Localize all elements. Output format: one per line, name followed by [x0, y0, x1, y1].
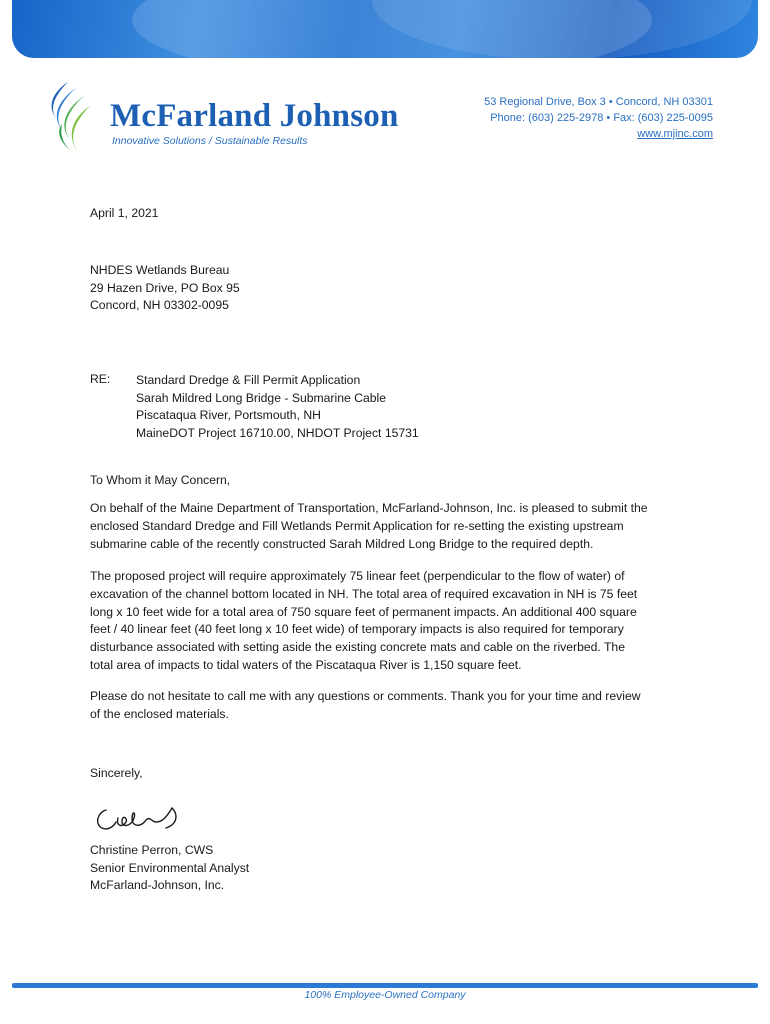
signer-title: Senior Environmental Analyst	[90, 860, 250, 875]
recipient-line: Concord, NH 03302-0095	[90, 298, 229, 312]
paragraph-line: total area of impacts to tidal waters of the Piscataqua River is 1,150 square feet.	[90, 657, 522, 672]
recipient-line: NHDES Wetlands Bureau	[90, 263, 230, 277]
paragraph-line: feet / 40 linear feet (40 feet long x 10 feet wide) of temporary impacts is also required for temporary	[90, 622, 624, 637]
paragraph-line: submarine cable of the recently constructed Sarah Mildred Long Bridge to the required depth.	[90, 536, 594, 551]
paragraph-line: excavation of the channel bottom located in NH. The total area of required excavation in NH is 75 feet	[90, 586, 638, 601]
signer-name: Christine Perron, CWS	[90, 843, 214, 857]
company-tagline: Innovative Solutions / Sustainable Results	[112, 135, 308, 147]
footer-rule	[12, 983, 758, 988]
signer-company: McFarland-Johnson, Inc.	[90, 878, 225, 892]
re-line: MaineDOT Project 16710.00, NHDOT Project 15731	[136, 425, 419, 440]
re-line: Piscataqua River, Portsmouth, NH	[136, 408, 321, 422]
paragraph-line: long x 10 feet wide for a total area of 750 square feet of permanent impacts. An additional 400 square	[90, 604, 637, 619]
re-subject	[136, 372, 419, 442]
paragraph-line: The proposed project will require approximately 75 linear feet (perpendicular to the flow of water) of	[90, 569, 625, 583]
re-label: RE:	[90, 372, 111, 386]
paragraph-line: On behalf of the Maine Department of Transportation, McFarland-Johnson, Inc. is pleased to submit the	[90, 501, 648, 515]
paragraph-line: enclosed Standard Dredge and Fill Wetlands Permit Application for re-setting the existing upstream	[90, 518, 624, 533]
contact-block	[484, 94, 713, 142]
body-paragraph-3	[90, 688, 690, 724]
paragraph-line: Please do not hesitate to call me with any questions or comments. Thank you for your time and review	[90, 689, 641, 703]
re-line: Standard Dredge & Fill Permit Application	[136, 373, 361, 387]
header-banner	[12, 0, 758, 58]
paragraph-line: of the enclosed materials.	[90, 706, 229, 721]
company-name: McFarland Johnson	[110, 98, 399, 134]
body-paragraph-1	[90, 500, 690, 553]
paragraph-line: disturbance associated with setting aside the existing concrete mats and cable on the riverbed. The	[90, 640, 625, 655]
phone-fax-line: Phone: (603) 225-2978 • Fax: (603) 225-0095	[490, 112, 713, 124]
recipient-address	[90, 262, 682, 315]
signer-block	[90, 842, 682, 895]
website-link[interactable]: www.mjinc.com	[637, 128, 713, 140]
recipient-line: 29 Hazen Drive, PO Box 95	[90, 280, 240, 295]
body-paragraph-2	[90, 568, 690, 675]
re-line: Sarah Mildred Long Bridge - Submarine Cable	[136, 390, 386, 405]
company-logo-icon	[38, 80, 100, 156]
address-line: 53 Regional Drive, Box 3 • Concord, NH 03301	[484, 96, 713, 108]
salutation: To Whom it May Concern,	[90, 473, 231, 487]
signature-image	[92, 800, 184, 836]
letter-date: April 1, 2021	[90, 206, 159, 220]
footer-text: 100% Employee-Owned Company	[304, 989, 466, 1001]
closing: Sincerely,	[90, 766, 143, 780]
